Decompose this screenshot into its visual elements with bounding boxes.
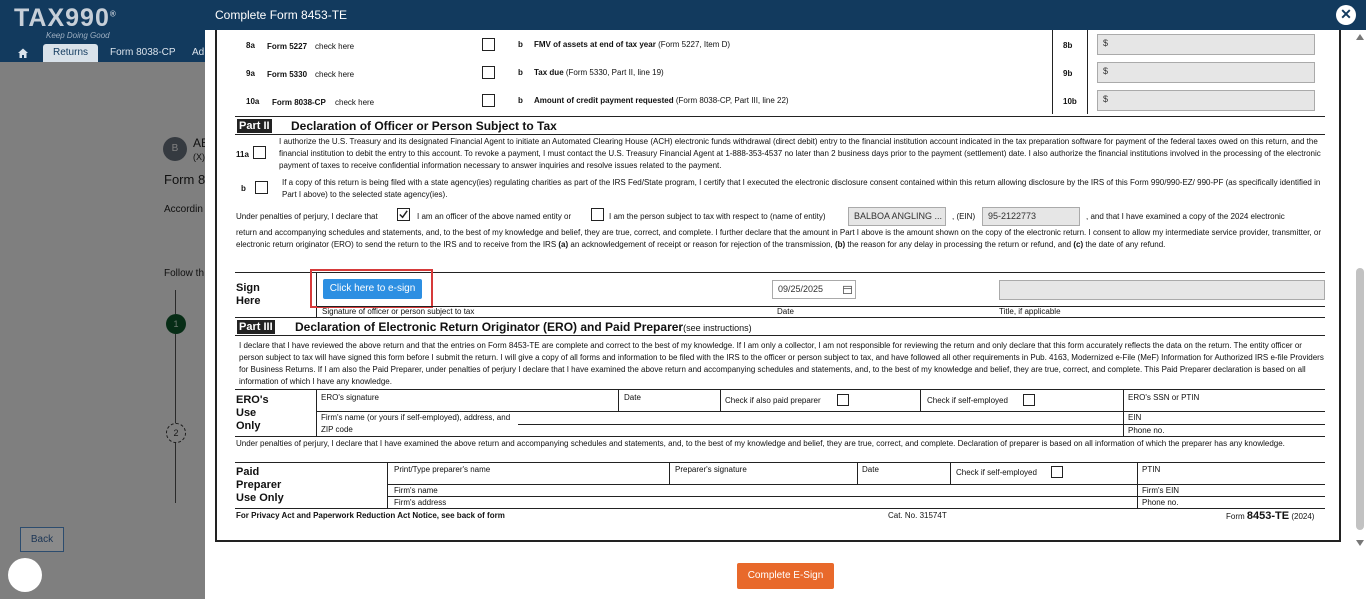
divider (235, 462, 1325, 463)
dollar-sign: $ (1103, 94, 1109, 104)
close-icon[interactable]: ✕ (1336, 5, 1356, 25)
divider (235, 508, 1325, 509)
part3-tag: Part III (239, 321, 273, 333)
divider (316, 389, 317, 436)
line-b-label: b (241, 184, 246, 193)
part2-title: Declaration of Officer or Person Subject to Tax (291, 119, 557, 133)
title-field[interactable] (999, 280, 1325, 300)
row-b-label: b (518, 96, 523, 105)
pp-signature-label: Preparer's signature (675, 465, 747, 474)
divider (235, 116, 1325, 117)
row-description: FMV of assets at end of tax year (Form 5227, Item D) (534, 40, 731, 49)
ero-phone-label: Phone no. (1128, 426, 1165, 435)
app-logo: TAX990® (14, 4, 117, 32)
cat-number: Cat. No. 31574T (888, 511, 947, 520)
pp-firm-name-label: Firm's name (394, 486, 438, 495)
divider (920, 389, 921, 411)
pp-name-label: Print/Type preparer's name (394, 465, 491, 474)
divider (387, 462, 388, 508)
line-11a-checkbox[interactable] (253, 146, 266, 159)
modal-header (205, 0, 1366, 30)
dollar-sign: $ (1103, 38, 1109, 48)
signature-caption: Signature of officer or person subject to tax (322, 307, 475, 316)
row-description: Amount of credit payment requested (Form 8038-CP, Part III, line 22) (534, 96, 789, 105)
officer-text: I am an officer of the above named entity or (417, 212, 572, 221)
perjury-start: Under penalties of perjury, I declare that (236, 212, 378, 221)
officer-checkbox[interactable] (397, 208, 410, 221)
part2-tag: Part II (239, 120, 270, 132)
form-scroll-area[interactable] (205, 30, 1366, 550)
ero-use-only-label: ERO's Use Only (236, 394, 269, 432)
nav-tab-more[interactable]: Ad (192, 47, 205, 58)
divider (1137, 462, 1138, 508)
row-b-label: b (518, 68, 523, 77)
sign-date-field[interactable] (772, 280, 856, 299)
person-checkbox[interactable] (591, 208, 604, 221)
divider (1087, 30, 1088, 58)
complete-form-modal (205, 0, 1366, 599)
line-b-checkbox[interactable] (255, 181, 268, 194)
pp-phone-label: Phone no. (1142, 498, 1179, 507)
ein-field[interactable]: 95-2122773 (982, 207, 1080, 226)
form-scrollbar[interactable] (1355, 32, 1365, 550)
row-description: Tax due (Form 5330, Part II, line 19) (534, 68, 664, 77)
row-b-label: b (518, 40, 523, 49)
calendar-icon[interactable] (843, 285, 852, 294)
pp-self-label: Check if self-employed (956, 468, 1037, 477)
app-tagline: Keep Doing Good (46, 31, 110, 40)
title-caption: Title, if applicable (999, 307, 1061, 316)
divider (1052, 86, 1053, 114)
row-form-name: Form 5227 (267, 42, 308, 51)
ero-firm-label: Firm's name (or yours if self-employed), address, and ZIP code (321, 413, 511, 434)
scroll-up-icon[interactable] (1356, 34, 1364, 40)
ero-signature-label: ERO's signature (321, 393, 379, 402)
line-11a-label: 11a (236, 150, 249, 159)
scroll-thumb[interactable] (1356, 268, 1364, 530)
pp-ptin-label: PTIN (1142, 465, 1161, 474)
checkmark-icon (398, 209, 409, 220)
row-checkbox[interactable] (482, 66, 495, 79)
form-8453-te-document (215, 30, 1341, 542)
ein-label: , (EIN) (952, 212, 976, 221)
divider (1052, 30, 1053, 58)
ero-ein-label: EIN (1128, 413, 1142, 422)
divider (618, 389, 619, 411)
dollar-sign: $ (1103, 66, 1109, 76)
row-line-number: 10b (1063, 97, 1077, 106)
perjury-text: return and accompanying schedules and statements, and, to the best of my knowledge and belief, they are true, correct, and complete. I further declare that the amount in Part I above is the amount shown on the copy of the electronic return. I consent to allow my intermediate service provider, transmitter, or electronic return originator (ERO) to send the return to the IRS and to receive from the IRS (a) an acknowledgement of receipt or reason for rejection of the transmission, (b) the reason for any delay in processing the return or refund, and (c) the date of any refund. (236, 228, 1322, 249)
divider (235, 317, 1325, 318)
row-line-number: 8b (1063, 41, 1073, 50)
home-icon[interactable] (17, 47, 29, 59)
pp-firm-ein-label: Firm's EIN (1142, 486, 1180, 495)
perjury-end: , and that I have examined a copy of the 2024 electronic (1086, 212, 1285, 221)
sign-date-value: 09/25/2025 (778, 284, 824, 294)
row-amount-field[interactable] (1097, 62, 1315, 83)
complete-e-sign-button[interactable]: Complete E-Sign (737, 563, 834, 589)
line-11a-text: I authorize the U.S. Treasury and its designated Financial Agent to initiate an Automated Clearing House (ACH) electronic funds withdrawal (direct debit) entry to the financial institution account indicated in the tax preparation software for payment of the federal taxes owed on this return, and the financial institution to debit the entry to this account. To revoke a payment, I must contact the U.S. Treasury Financial Agent at 1-888-353-4537 no later than 2 business days prior to the payment (settlement) date. I also authorize the financial institutions involved in the processing of the electronic payment of taxes to receive confidential information necessary to answer inquiries and resolve issues related to the payment. (279, 137, 1321, 170)
part3-title: Declaration of Electronic Return Originator (ERO) and Paid Preparer(see instructions) (295, 320, 752, 334)
divider (235, 335, 1325, 336)
divider (235, 436, 1325, 437)
line-b-text: If a copy of this return is being filed with a state agency(ies) regulating charities as part of the IRS Fed/State program, I certify that I executed the electronic disclosure consent contained within this return allowing disclosure by the IRS of this Form 990/990-EZ/ 990-PF (as specifically identified in Part I above) to the selected state agency(ies). (282, 178, 1321, 199)
nav-tab-returns[interactable]: Returns (43, 44, 98, 62)
divider (235, 134, 1325, 135)
sign-here-label: Sign Here (236, 282, 261, 307)
highlight-box (310, 269, 433, 308)
pp-firm-address-label: Firm's address (394, 498, 447, 507)
divider (1087, 58, 1088, 86)
row-number: 10a (246, 97, 260, 106)
entity-name-field[interactable]: BALBOA ANGLING ... (848, 207, 946, 226)
divider (1052, 58, 1053, 86)
ero-self-label: Check if self-employed (927, 396, 1008, 405)
date-caption: Date (777, 307, 794, 316)
e-sign-button[interactable]: Click here to e-sign (323, 279, 422, 299)
row-number: 9a (246, 69, 255, 78)
chat-widget-button[interactable] (8, 558, 42, 592)
divider (235, 389, 1325, 390)
person-text: I am the person subject to tax with respect to (name of entity) (609, 212, 826, 221)
row-line-number: 9b (1063, 69, 1073, 78)
ero-ssn-label: ERO's SSN or PTIN (1128, 393, 1200, 402)
row-check-here: check here (315, 42, 355, 51)
form-number: Form 8453-TE (2024) (1226, 510, 1315, 522)
back-button[interactable]: Back (20, 527, 64, 552)
ero-self-checkbox[interactable] (1023, 394, 1035, 406)
divider (950, 462, 951, 484)
nav-tab-form-8038-cp[interactable]: Form 8038-CP (110, 47, 176, 58)
divider (388, 484, 1325, 485)
ero-date-label: Date (624, 393, 641, 402)
ero-paid-label: Check if also paid preparer (725, 396, 821, 405)
divider (720, 389, 721, 411)
divider (669, 462, 670, 484)
row-checkbox[interactable] (482, 38, 495, 51)
row-check-here: check here (315, 70, 355, 79)
row-number: 8a (246, 41, 255, 50)
divider (1087, 86, 1088, 114)
divider (857, 462, 858, 484)
perjury2-text: Under penalties of perjury, I declare that I have examined the above return and accompanying schedules and statements, and, to the best of my knowledge and belief, they are true, correct, and complete. Declaration of preparer is based on all information of which the preparer has any knowledge. (236, 439, 1285, 448)
part3-text: I declare that I have reviewed the above return and that the entries on Form 8453-TE are complete and correct to the best of my knowledge. If I am only a collector, I am not responsible for reviewing the return and only declare that this form accurately reflects the data on the return. The entity officer or person subject to tax will have signed this form before I submit the return. I will give a copy of all forms and information to be filed with the IRS to the officer or person subject to tax, and have followed all other requirements in Pub. 4163, Modernized e-File (MeF) Information for Authorized IRS e-file Providers for Business Returns. If I am also the Paid Preparer, under penalties of perjury I declare that I have examined the above return and accompanying schedules and statements, and, to the best of my knowledge and belief, they are true, correct, and complete. This Paid Preparer declaration is based on all information of which I have any knowledge. (239, 341, 1324, 386)
modal-title: Complete Form 8453-TE (215, 8, 348, 22)
row-check-here: check here (335, 98, 375, 107)
divider (388, 496, 1325, 497)
pp-self-checkbox[interactable] (1051, 466, 1063, 478)
ero-paid-checkbox[interactable] (837, 394, 849, 406)
row-form-name: Form 8038-CP (272, 98, 326, 107)
divider (1123, 389, 1124, 436)
paid-preparer-label: Paid Preparer Use Only (236, 466, 284, 504)
row-amount-field[interactable] (1097, 90, 1315, 111)
row-checkbox[interactable] (482, 94, 495, 107)
privacy-notice: For Privacy Act and Paperwork Reduction Act Notice, see back of form (236, 511, 505, 520)
pp-date-label: Date (862, 465, 879, 474)
scroll-down-icon[interactable] (1356, 540, 1364, 546)
divider (518, 424, 1325, 425)
row-form-name: Form 5330 (267, 70, 308, 79)
row-amount-field[interactable] (1097, 34, 1315, 55)
